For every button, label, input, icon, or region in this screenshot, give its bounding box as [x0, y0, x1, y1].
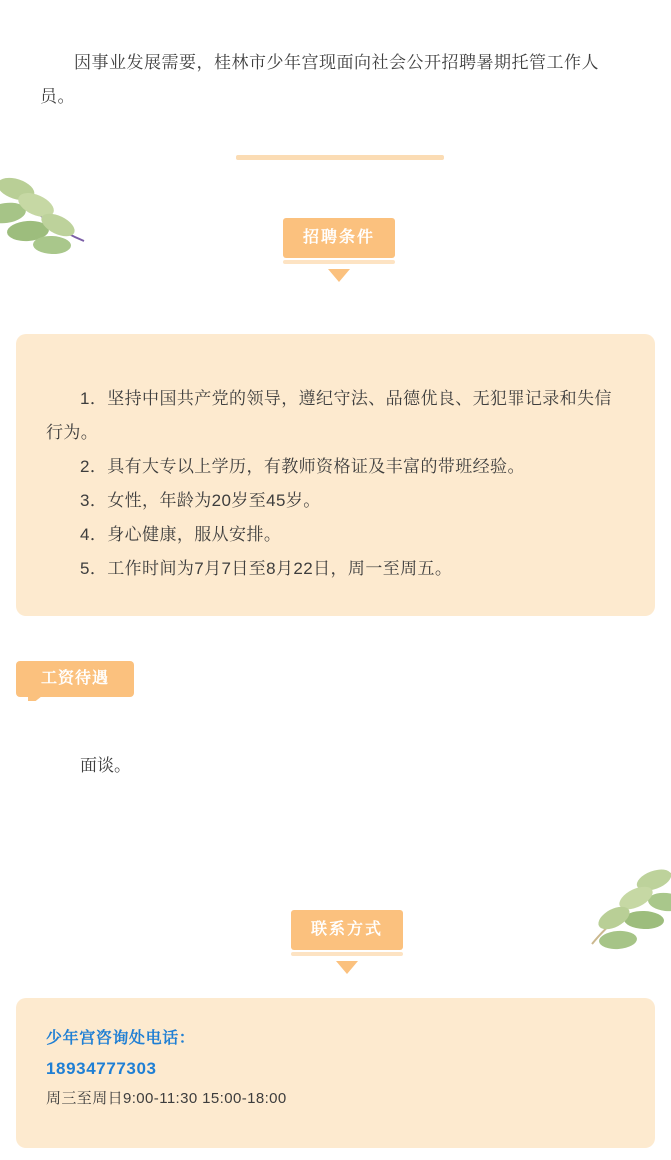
- list-item: 4．身心健康，服从安排。: [80, 525, 282, 544]
- intro-text: 因事业发展需要，桂林市少年宫现面向社会公开招聘暑期托管工作人员。: [40, 53, 599, 106]
- list-item: 1．坚持中国共产党的领导，遵纪守法、品德优良、无犯罪记录和失信行为。: [46, 389, 612, 442]
- conditions-card: [16, 334, 655, 616]
- section-title-conditions-label: 招聘条件: [302, 229, 375, 246]
- section-title-contact-label: 联系方式: [310, 921, 383, 938]
- section-title-salary: [16, 661, 134, 697]
- leaf-branch-icon: [0, 175, 92, 270]
- section-divider: [236, 155, 444, 160]
- pill-underline: [283, 260, 395, 264]
- conditions-list: [46, 382, 625, 586]
- section-title-conditions: [283, 218, 395, 258]
- intro-block: [16, 20, 655, 144]
- salary-text: 面谈。: [80, 756, 131, 775]
- list-item: 3．女性，年龄为20岁至45岁。: [80, 491, 321, 510]
- section-title-salary-label: 工资待遇: [40, 670, 109, 687]
- leaf-branch-icon: [588, 868, 671, 963]
- chevron-down-icon: [328, 269, 350, 282]
- contact-card: [16, 998, 655, 1148]
- contact-hours: 周三至周日9:00-11:30 15:00-18:00: [46, 1090, 287, 1107]
- list-item: 5．工作时间为7月7日至8月22日，周一至周五。: [80, 559, 453, 578]
- chevron-down-icon: [336, 961, 358, 974]
- section-title-contact: [291, 910, 403, 950]
- salary-card: [16, 701, 655, 807]
- list-item: 2．具有大专以上学历，有教师资格证及丰富的带班经验。: [80, 457, 525, 476]
- contact-phone[interactable]: 18934777303: [46, 1059, 157, 1078]
- contact-office-label: 少年宫咨询处电话：: [46, 1030, 196, 1047]
- pill-underline: [291, 952, 403, 956]
